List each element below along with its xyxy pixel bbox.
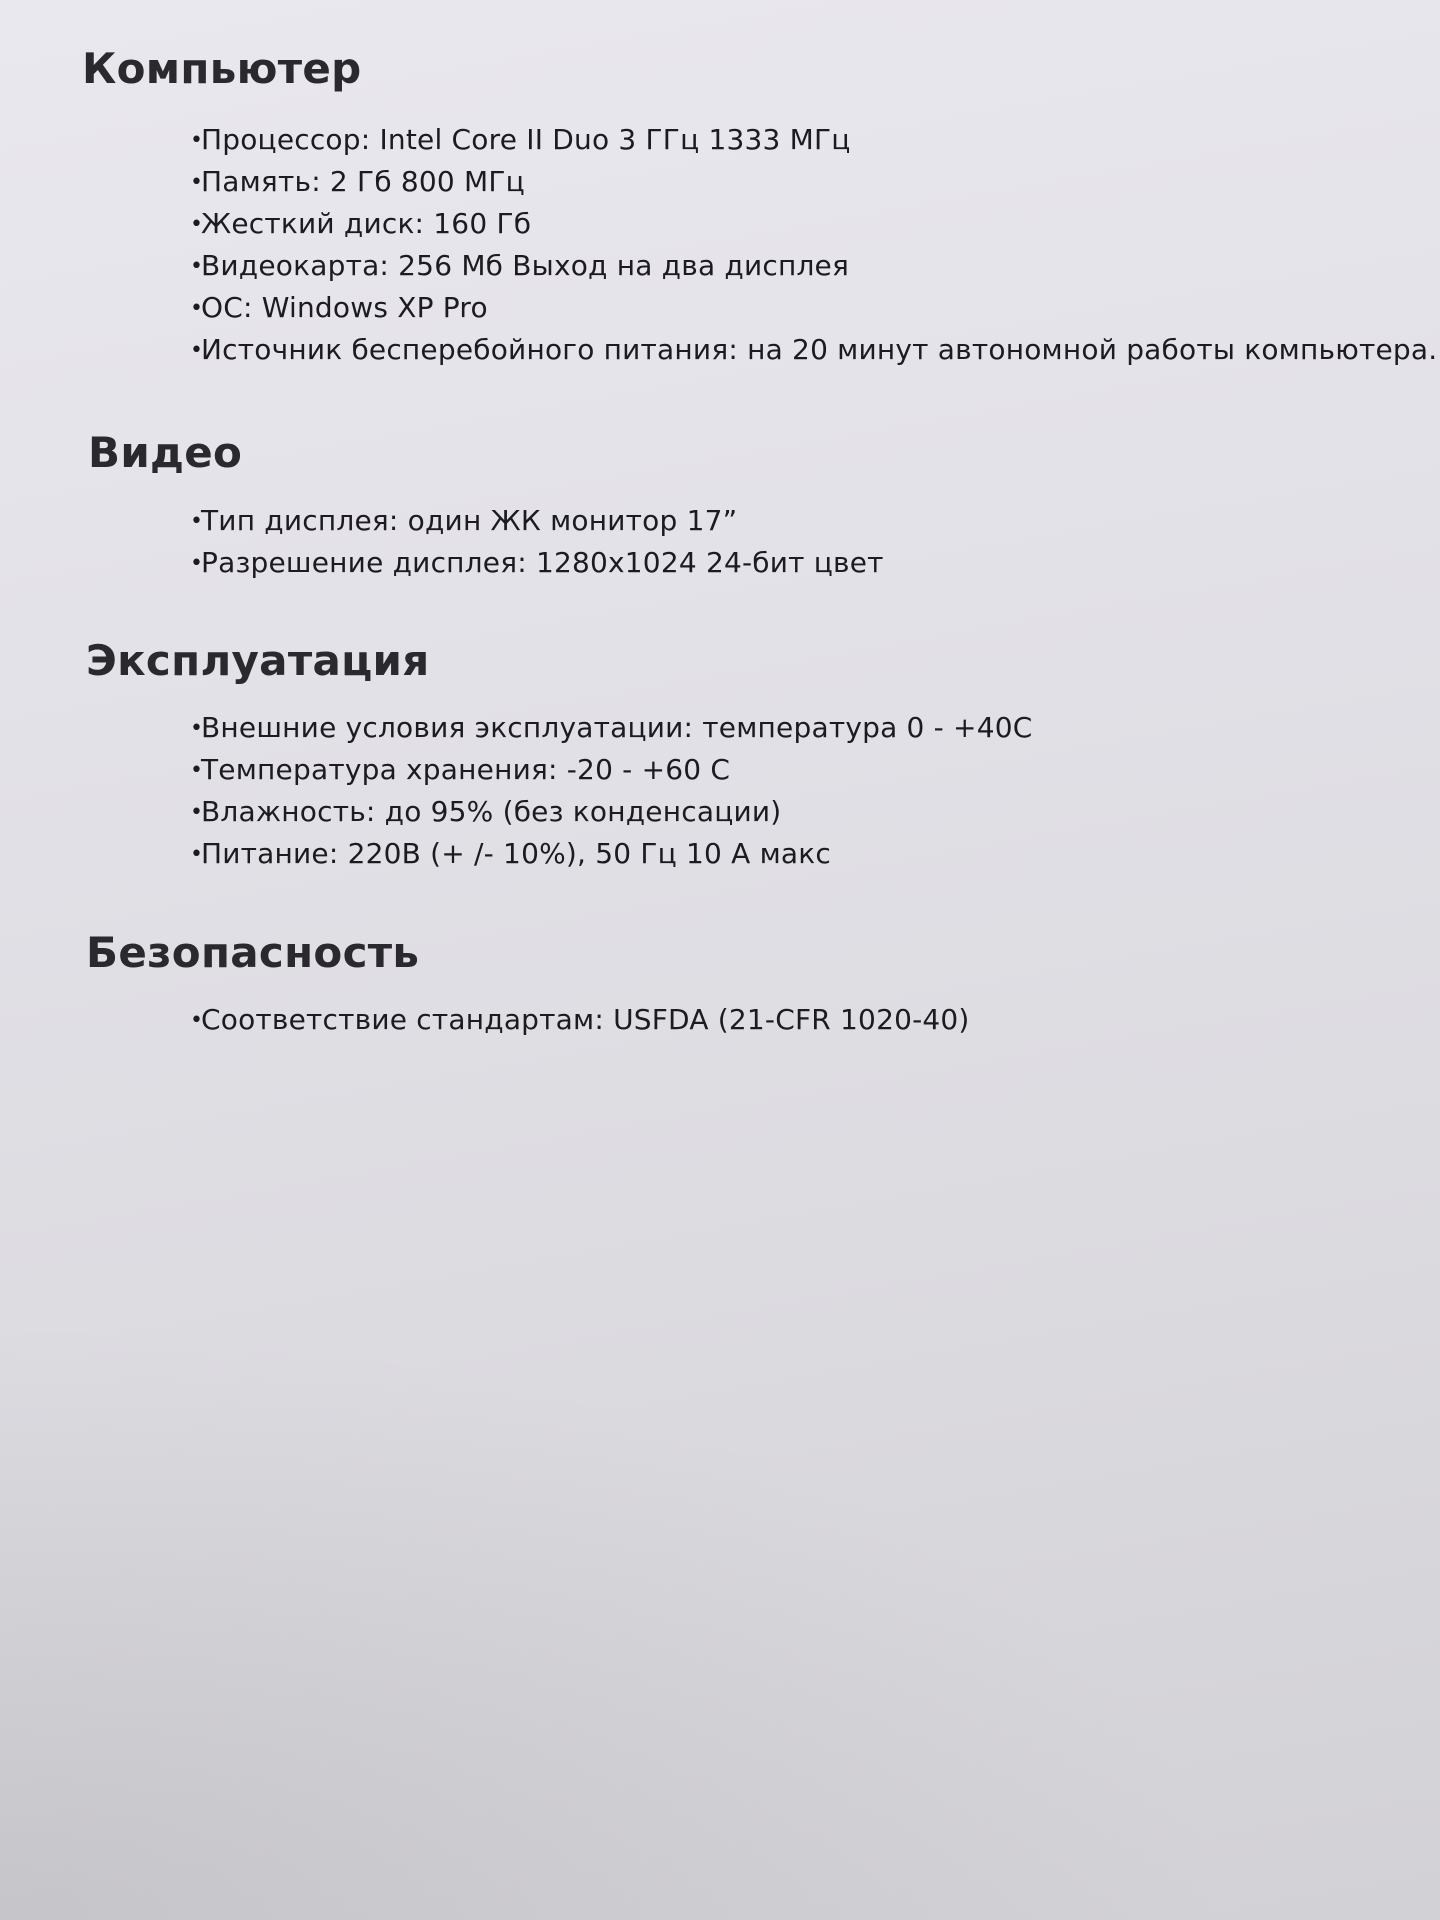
- bullet: •: [190, 212, 204, 237]
- spec-list-video: [190, 500, 884, 584]
- spec-text: Жесткий диск: 160 Гб: [201, 207, 532, 240]
- bullet: •: [190, 128, 204, 153]
- list-item: [190, 329, 1437, 371]
- spec-text: Соответствие стандартам: USFDA (21-CFR 1020-40): [201, 1003, 970, 1036]
- bullet: •: [190, 338, 204, 363]
- list-item: [190, 749, 1033, 791]
- list-item: [190, 999, 970, 1041]
- bullet: •: [190, 716, 204, 741]
- spec-text: Температура хранения: -20 - +60 С: [201, 753, 731, 786]
- spec-text: Питание: 220В (+ /- 10%), 50 Гц 10 А макс: [201, 837, 831, 870]
- spec-text: Процессор: Intel Core II Duo 3 ГГц 1333 МГц: [201, 123, 851, 156]
- spec-text: Разрешение дисплея: 1280x1024 24-бит цвет: [201, 546, 884, 579]
- bullet: •: [190, 296, 204, 321]
- spec-text: ОС: Windows XP Pro: [201, 291, 488, 324]
- bullet: •: [190, 758, 204, 783]
- bullet: •: [190, 170, 204, 195]
- bullet: •: [190, 254, 204, 279]
- section-title-exploitation: Эксплуатация: [86, 636, 430, 685]
- list-item: [190, 791, 1033, 833]
- section-title-video: Видео: [88, 428, 243, 477]
- spec-text: Внешние условия эксплуатации: температура 0 - +40С: [201, 711, 1033, 744]
- spec-text: Видеокарта: 256 Мб Выход на два дисплея: [201, 249, 850, 282]
- spec-list-computer: [190, 119, 1437, 371]
- spec-text: Источник бесперебойного питания: на 20 минут автономной работы компьютера.: [201, 333, 1438, 366]
- spec-text: Тип дисплея: один ЖК монитор 17”: [201, 504, 738, 537]
- spec-text: Память: 2 Гб 800 МГц: [201, 165, 525, 198]
- bullet: •: [190, 800, 204, 825]
- list-item: [190, 542, 884, 584]
- list-item: [190, 833, 1033, 875]
- list-item: [190, 161, 1437, 203]
- section-title-computer: Компьютер: [82, 44, 362, 93]
- list-item: [190, 203, 1437, 245]
- paper-shadow: [0, 1220, 1440, 1920]
- list-item: [190, 500, 884, 542]
- bullet: •: [190, 509, 204, 534]
- spec-list-exploitation: [190, 707, 1033, 875]
- list-item: [190, 245, 1437, 287]
- bullet: •: [190, 1008, 204, 1033]
- bullet: •: [190, 842, 204, 867]
- list-item: [190, 119, 1437, 161]
- list-item: [190, 287, 1437, 329]
- spec-list-safety: [190, 999, 970, 1041]
- list-item: [190, 707, 1033, 749]
- section-title-safety: Безопасность: [86, 928, 420, 977]
- bullet: •: [190, 551, 204, 576]
- spec-text: Влажность: до 95% (без конденсации): [201, 795, 782, 828]
